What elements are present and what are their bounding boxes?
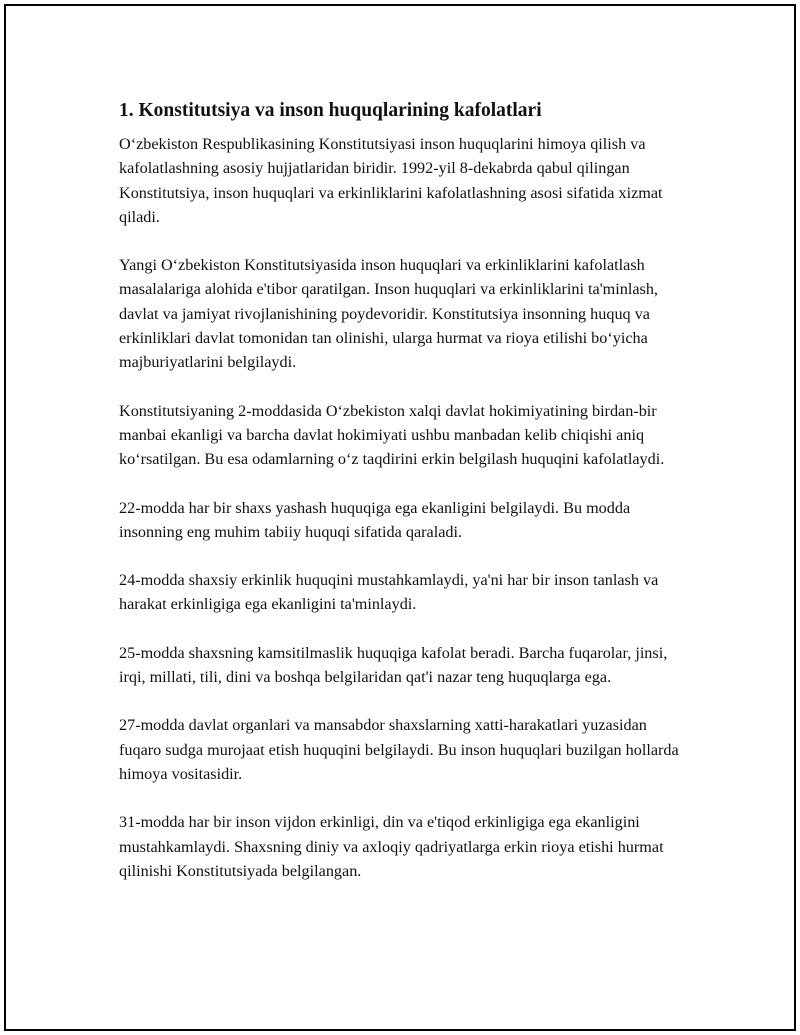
- paragraph-article-25: 25-modda shaxsning kamsitilmaslik huquqiga kafolat beradi. Barcha fuqarolar, jinsi, irqi, millati, tili, dini va boshqa belgilaridan qat'i nazar teng huquqlarga ega.: [119, 643, 668, 687]
- paragraph-new-constitution: Yangi O‘zbekiston Konstitutsiyasida inson huquqlari va erkinliklarini kafolatlash masalalariga alohida e'tibor qaratilgan. Inson huquqlari va erkinliklarini ta'minlash, davlat va jamiyat rivojlanishining poydevoridir. Konstitutsiya insonning huquq va erkinliklari davlat tomonidan tan olinishi, ularga hurmat va rioya etilishi bo‘yicha majburiyatlarini belgilaydi.: [119, 256, 658, 372]
- paragraph-article-2: Konstitutsiyaning 2-moddasida O‘zbekiston xalqi davlat hokimiyatining birdan-bir manbai ekanligi va barcha davlat hokimiyati ushbu manbadan kelib chiqishi aniq ko‘rsatilgan. Bu esa odamlarning o‘z taqdirini erkin belgilash huquqini kafolatlaydi.: [119, 401, 665, 469]
- page-frame: [4, 4, 796, 1031]
- document-body: [119, 98, 689, 907]
- paragraph-article-22: 22-modda har bir shaxs yashash huquqiga ega ekanligini belgilaydi. Bu modda insonning eng muhim tabiiy huquqi sifatida qaraladi.: [119, 498, 631, 541]
- paragraph-constitution-intro: O‘zbekiston Respublikasining Konstitutsiyasi inson huquqlarini himoya qilish va kafolatlashning asosiy hujjatlaridan biridir. 1992-yil 8-dekabrda qabul qilingan Konstitutsiya, inson huquqlari va erkinliklarini kafolatlashning asosi sifatida xizmat qiladi.: [119, 135, 663, 226]
- paragraph-article-27: 27-modda davlat organlari va mansabdor shaxslarning xatti-harakatlari yuzasidan fuqaro sudga murojaat etish huquqini belgilaydi. Bu inson huquqlari buzilgan hollarda himoya vositasidir.: [119, 716, 679, 783]
- section-title: 1. Konstitutsiya va inson huquqlarining kafolatlari: [119, 100, 542, 121]
- paragraph-article-31: 31-modda har bir inson vijdon erkinligi, din va e'tiqod erkinligiga ega ekanligini mustahkamlaydi. Shaxsning diniy va axloqiy qadriyatlarga erkin rioya etishi hurmat qilinishi Konstitutsiyada belgilangan.: [119, 813, 664, 880]
- paragraph-article-24: 24-modda shaxsiy erkinlik huquqini mustahkamlaydi, ya'ni har bir inson tanlash va harakat erkinligiga ega ekanligini ta'minlaydi.: [119, 571, 659, 614]
